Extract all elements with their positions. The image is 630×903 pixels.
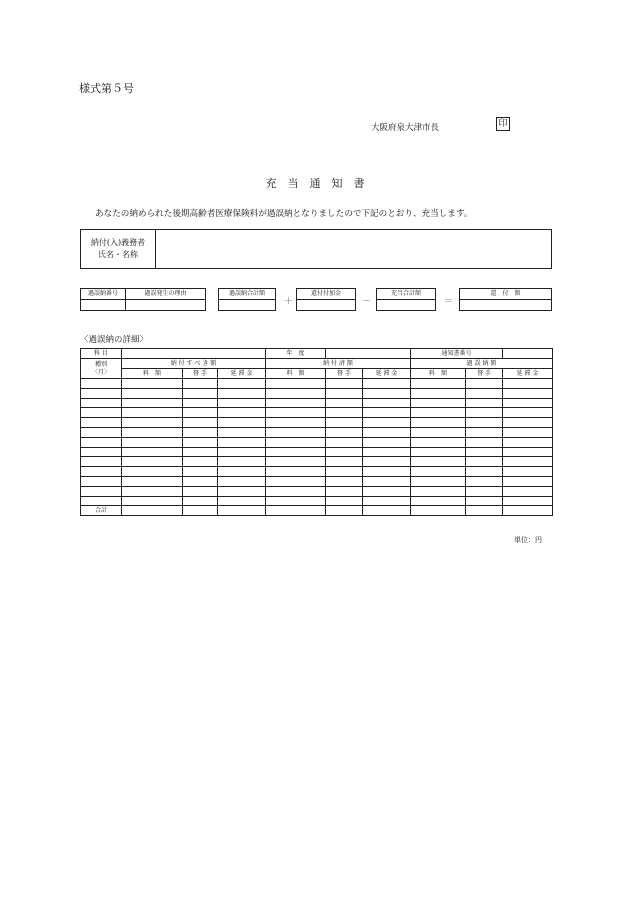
detail-cell — [81, 379, 122, 389]
detail-cell — [122, 427, 183, 437]
detail-cell — [218, 418, 266, 428]
detail-cell — [183, 476, 218, 486]
detail-cell — [266, 418, 326, 428]
detail-cell — [122, 467, 183, 477]
detail-cell — [218, 388, 266, 398]
unit-label: 単位：円 — [514, 536, 542, 544]
detail-cell — [466, 408, 503, 418]
detail-cell — [363, 457, 411, 467]
detail-cell — [503, 447, 553, 457]
over-late-fee-header: 延 滞 金 — [503, 369, 553, 379]
detail-row — [81, 496, 553, 506]
overpayment-number-header: 過誤納番号 — [81, 289, 125, 300]
detail-cell — [81, 486, 122, 496]
detail-cell — [218, 408, 266, 418]
total-cell — [218, 506, 266, 516]
detail-row — [81, 398, 553, 408]
detail-cell — [122, 437, 183, 447]
detail-cell — [411, 408, 466, 418]
detail-cell — [363, 437, 411, 447]
applied-total-header: 充当合計額 — [377, 289, 435, 300]
total-row — [81, 506, 553, 516]
total-cell — [466, 506, 503, 516]
detail-cell — [122, 476, 183, 486]
detail-cell — [503, 408, 553, 418]
detail-cell — [122, 379, 183, 389]
detail-cell — [81, 437, 122, 447]
due-premium-header: 料 額 — [122, 369, 183, 379]
detail-cell — [503, 437, 553, 447]
detail-cell — [466, 437, 503, 447]
issuer-name: 大阪府泉大津市長 — [371, 123, 440, 133]
detail-cell — [326, 486, 363, 496]
amount-paid-header: 納 付 済 額 — [266, 359, 411, 369]
detail-cell — [122, 496, 183, 506]
overpayment-reason-header: 過誤発生の理由 — [126, 289, 205, 300]
detail-cell — [183, 427, 218, 437]
refund-surcharge-box — [296, 288, 356, 311]
detail-cell — [363, 388, 411, 398]
detail-cell — [411, 388, 466, 398]
detail-row — [81, 408, 553, 418]
type-header — [81, 359, 122, 379]
detail-cell — [411, 476, 466, 486]
detail-cell — [326, 427, 363, 437]
payer-box — [80, 229, 552, 269]
detail-cell — [466, 486, 503, 496]
detail-cell — [326, 408, 363, 418]
detail-cell — [411, 447, 466, 457]
detail-header-row-3 — [81, 369, 553, 379]
detail-cell — [266, 437, 326, 447]
total-cell — [122, 506, 183, 516]
detail-cell — [411, 437, 466, 447]
detail-cell — [122, 457, 183, 467]
intro-text: あなたの納められた後期高齢者医療保険料が過誤納となりましたので下記のとおり、充当します。 — [95, 209, 473, 219]
total-label: 合計 — [81, 506, 122, 516]
detail-cell — [466, 398, 503, 408]
detail-cell — [266, 457, 326, 467]
detail-cell — [326, 418, 363, 428]
detail-cell — [466, 457, 503, 467]
detail-row — [81, 457, 553, 467]
detail-cell — [503, 388, 553, 398]
detail-row — [81, 447, 553, 457]
detail-cell — [218, 496, 266, 506]
plus-sign: ＋ — [284, 297, 294, 307]
detail-row — [81, 418, 553, 428]
payer-label-line2: 氏名・名称 — [98, 250, 138, 259]
notice-number-header: 通知書番号 — [411, 349, 503, 359]
applied-total-box — [376, 288, 436, 311]
refund-amount-header: 還 付 額 — [460, 289, 551, 300]
detail-cell — [326, 467, 363, 477]
detail-cell — [466, 447, 503, 457]
detail-row — [81, 379, 553, 389]
detail-cell — [81, 476, 122, 486]
fiscal-year-header: 年 度 — [266, 349, 326, 359]
detail-cell — [411, 486, 466, 496]
overpayment-number-reason-box — [80, 288, 206, 311]
detail-cell — [183, 486, 218, 496]
detail-cell — [363, 486, 411, 496]
refund-amount-box — [459, 288, 552, 311]
detail-cell — [503, 379, 553, 389]
detail-cell — [503, 476, 553, 486]
detail-cell — [266, 476, 326, 486]
detail-cell — [81, 398, 122, 408]
detail-cell — [466, 379, 503, 389]
detail-cell — [183, 388, 218, 398]
detail-cell — [183, 496, 218, 506]
detail-cell — [183, 447, 218, 457]
detail-cell — [503, 457, 553, 467]
detail-cell — [266, 398, 326, 408]
detail-cell — [218, 486, 266, 496]
detail-row — [81, 427, 553, 437]
detail-cell — [218, 379, 266, 389]
paid-dunning-header: 督 手 — [326, 369, 363, 379]
amount-over-header: 過 誤 納 額 — [411, 359, 553, 369]
detail-cell — [466, 496, 503, 506]
fiscal-year-value — [326, 349, 411, 359]
detail-cell — [81, 496, 122, 506]
overpayment-detail-table — [80, 348, 553, 516]
total-cell — [326, 506, 363, 516]
detail-cell — [363, 496, 411, 506]
detail-cell — [218, 467, 266, 477]
detail-cell — [218, 457, 266, 467]
due-dunning-header: 督 手 — [183, 369, 218, 379]
detail-cell — [503, 496, 553, 506]
detail-cell — [411, 427, 466, 437]
detail-cell — [503, 398, 553, 408]
detail-cell — [503, 467, 553, 477]
detail-row — [81, 437, 553, 447]
detail-cell — [503, 486, 553, 496]
detail-header-row-2 — [81, 359, 553, 369]
detail-cell — [363, 398, 411, 408]
detail-cell — [218, 437, 266, 447]
detail-cell — [326, 476, 363, 486]
over-dunning-header: 督 手 — [466, 369, 503, 379]
detail-cell — [122, 408, 183, 418]
detail-cell — [363, 447, 411, 457]
refund-surcharge-header: 還付付加金 — [297, 289, 355, 300]
detail-cell — [266, 486, 326, 496]
detail-cell — [218, 398, 266, 408]
detail-cell — [266, 427, 326, 437]
overpayment-total-box — [218, 288, 276, 311]
detail-cell — [411, 457, 466, 467]
detail-row — [81, 486, 553, 496]
detail-row — [81, 476, 553, 486]
payer-label-line1: 納付(入)義務者 — [90, 238, 146, 247]
detail-caption: 〈過誤納の詳細〉 — [80, 335, 149, 345]
subject-value — [122, 349, 266, 359]
detail-row — [81, 467, 553, 477]
detail-cell — [266, 467, 326, 477]
paid-late-fee-header: 延 滞 金 — [363, 369, 411, 379]
detail-cell — [363, 379, 411, 389]
detail-cell — [218, 476, 266, 486]
total-cell — [266, 506, 326, 516]
detail-row — [81, 388, 553, 398]
document-title: 充当通知書 — [265, 177, 376, 190]
detail-cell — [266, 379, 326, 389]
type-header-line1: 種別 — [94, 360, 107, 368]
detail-cell — [183, 408, 218, 418]
detail-cell — [411, 418, 466, 428]
detail-cell — [363, 418, 411, 428]
paid-premium-header: 料 額 — [266, 369, 326, 379]
detail-cell — [466, 418, 503, 428]
detail-cell — [218, 447, 266, 457]
detail-cell — [81, 408, 122, 418]
detail-cell — [81, 457, 122, 467]
detail-cell — [122, 447, 183, 457]
detail-cell — [503, 427, 553, 437]
overpayment-total-header: 過誤納合計額 — [219, 289, 275, 300]
detail-cell — [183, 379, 218, 389]
detail-cell — [81, 388, 122, 398]
detail-cell — [266, 496, 326, 506]
detail-cell — [122, 388, 183, 398]
subject-header: 科 目 — [81, 349, 122, 359]
detail-cell — [183, 457, 218, 467]
detail-cell — [411, 496, 466, 506]
total-cell — [183, 506, 218, 516]
minus-sign: － — [362, 297, 372, 307]
detail-cell — [122, 418, 183, 428]
detail-cell — [266, 447, 326, 457]
detail-cell — [326, 388, 363, 398]
detail-cell — [326, 398, 363, 408]
seal-mark: 印 — [496, 117, 510, 131]
detail-cell — [363, 408, 411, 418]
detail-cell — [411, 379, 466, 389]
detail-cell — [503, 418, 553, 428]
detail-cell — [326, 379, 363, 389]
detail-cell — [122, 398, 183, 408]
equals-sign: ＝ — [444, 297, 454, 307]
detail-cell — [218, 427, 266, 437]
payer-label — [81, 230, 156, 268]
detail-cell — [466, 427, 503, 437]
detail-cell — [81, 418, 122, 428]
detail-cell — [122, 486, 183, 496]
detail-cell — [183, 437, 218, 447]
notice-number-value — [503, 349, 553, 359]
detail-cell — [266, 388, 326, 398]
detail-cell — [81, 467, 122, 477]
form-number: 様式第５号 — [79, 82, 134, 95]
type-header-line2: 〈月〉 — [91, 368, 110, 376]
detail-body — [81, 379, 553, 506]
due-late-fee-header: 延 滞 金 — [218, 369, 266, 379]
detail-cell — [326, 496, 363, 506]
detail-header-row-1 — [81, 349, 553, 359]
total-cell — [363, 506, 411, 516]
detail-cell — [363, 467, 411, 477]
detail-cell — [363, 476, 411, 486]
total-cell — [411, 506, 466, 516]
detail-cell — [466, 467, 503, 477]
detail-cell — [81, 427, 122, 437]
detail-cell — [411, 467, 466, 477]
amount-due-header: 納 付 す べ き 額 — [122, 359, 266, 369]
detail-cell — [466, 476, 503, 486]
detail-cell — [266, 408, 326, 418]
over-premium-header: 料 額 — [411, 369, 466, 379]
detail-cell — [183, 467, 218, 477]
detail-cell — [411, 398, 466, 408]
detail-cell — [326, 457, 363, 467]
detail-cell — [183, 398, 218, 408]
detail-cell — [326, 447, 363, 457]
detail-cell — [326, 437, 363, 447]
total-cell — [503, 506, 553, 516]
detail-cell — [466, 388, 503, 398]
detail-cell — [363, 427, 411, 437]
detail-cell — [183, 418, 218, 428]
detail-cell — [81, 447, 122, 457]
